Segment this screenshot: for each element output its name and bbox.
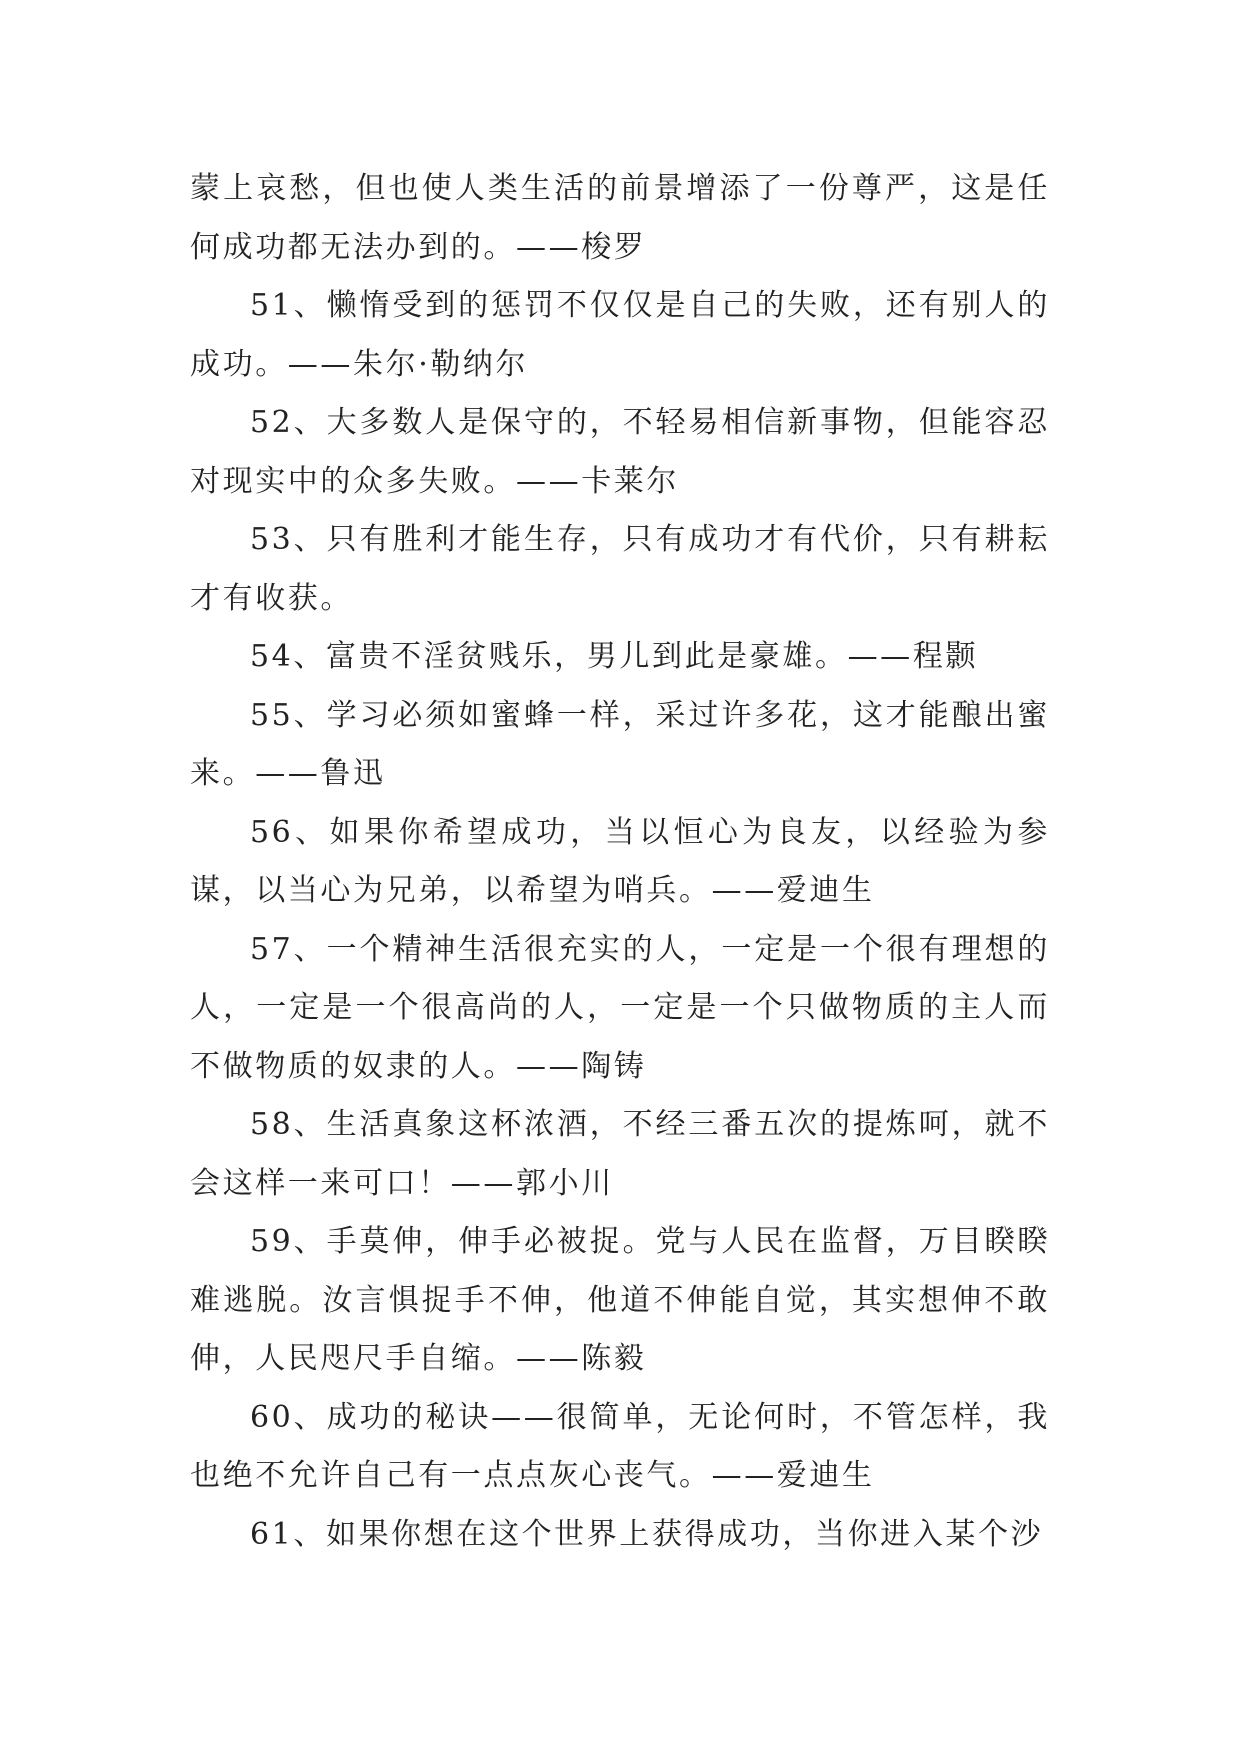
document-body <box>190 160 1050 1564</box>
quote-61: 61、如果你想在这个世界上获得成功，当你进入某个沙 <box>250 1516 1044 1552</box>
quote-57: 57、一个精神生活很充实的人，一定是一个很有理想的人，一定是一个很高尚的人，一定是一个只做物质的主人而不做物质的奴隶的人。——陶铸 <box>190 931 1050 1084</box>
quote-52: 52、大多数人是保守的，不轻易相信新事物，但能容忍对现实中的众多失败。——卡莱尔 <box>190 405 1050 499</box>
quote-58: 58、生活真象这杯浓酒，不经三番五次的提炼呵，就不会这样一来可口！——郭小川 <box>190 1107 1050 1201</box>
quote-51: 51、懒惰受到的惩罚不仅仅是自己的失败，还有别人的成功。——朱尔·勒纳尔 <box>190 288 1050 382</box>
quote-59: 59、手莫伸，伸手必被捉。党与人民在监督，万目睽睽难逃脱。汝言惧捉手不伸，他道不伸能自觉，其实想伸不敢伸，人民咫尺手自缩。——陈毅 <box>190 1224 1050 1376</box>
quote-53: 53、只有胜利才能生存，只有成功才有代价，只有耕耘才有收获。 <box>190 522 1050 616</box>
quote-54: 54、富贵不淫贫贱乐，男儿到此是豪雄。——程颢 <box>250 639 978 674</box>
quote-56: 56、如果你希望成功，当以恒心为良友，以经验为参谋，以当心为兄弟，以希望为哨兵。——爱迪生 <box>190 814 1050 908</box>
quote-60: 60、成功的秘诀——很简单，无论何时，不管怎样，我也绝不允许自己有一点点灰心丧气。——爱迪生 <box>190 1399 1050 1493</box>
quote-55: 55、学习必须如蜜蜂一样，采过许多花，这才能酿出蜜来。——鲁迅 <box>190 697 1050 791</box>
paragraph: 蒙上哀愁，但也使人类生活的前景增添了一份尊严，这是任何成功都无法办到的。——梭罗 <box>190 171 1050 265</box>
